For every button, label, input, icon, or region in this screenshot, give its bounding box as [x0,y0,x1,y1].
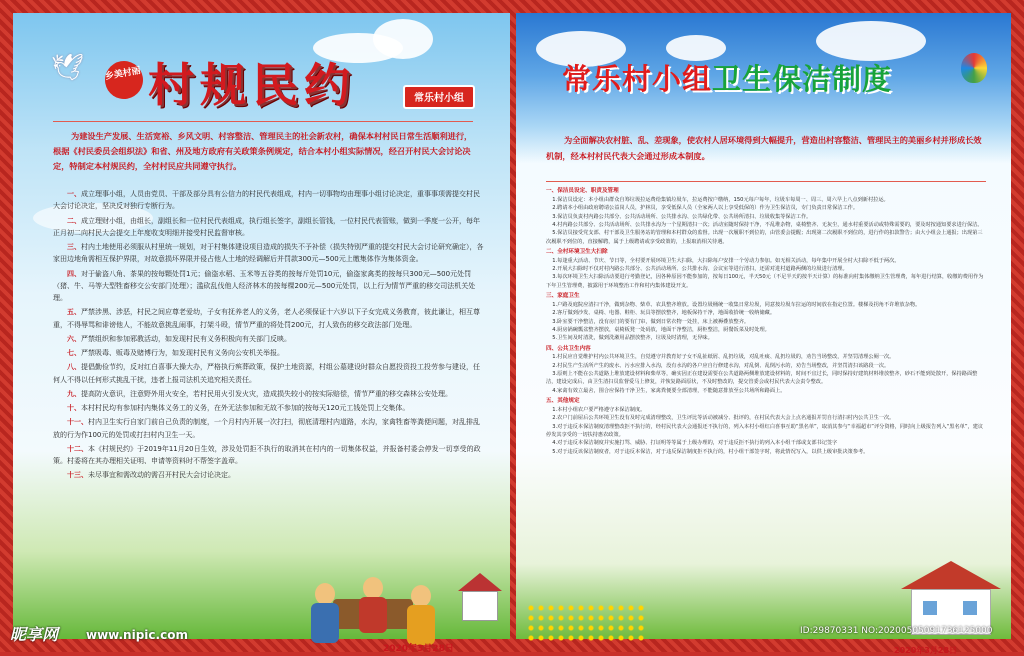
rule-item [53,215,485,240]
rule-number: 五、 [67,308,81,317]
rule-number: 十二、 [67,444,88,453]
hot-air-balloon-icon [961,53,987,83]
section-line: 1.村民应自觉维护村内公共环境卫生，自觉遵守并教育好子女不乱扯纸屑、乱扔垃圾，对乱吐痰、乱扔垃圾的，劝告当场整改，并坚罚清理公厕一次。 [552,354,895,361]
section-line: 4.厨房锅碗瓢盆整齐摆放，桌椅板凳一处码放，地面干净整洁，厨柜整洁，厨餐饭菜及时处理。 [552,326,770,333]
section-line: 2.农户门前屋后公共环境卫生没有及时完成清理整改，卫生评比等活动被减分、批评的，在村民代表大会上点名通报并罚自行清扫村内公共卫生一次。 [552,415,895,422]
rule-item [53,402,485,414]
section-line: 2.聘请本小组由政府聘请公益岗人员，护林员，享受低保人员（全家两人以上享受低保的）作为卫生保洁员，专门负责日常保洁工作。 [552,205,859,212]
rule-number: 六、 [67,334,81,343]
rule-item [53,241,485,266]
rule-item [53,188,485,213]
rule-text: 成立理财小组，由组长，副组长和一位村民代表组成，执行组长签字，副组长管钱，一位村民代表管账，做到一季度一公开，每年正月初二向村民大会提交上年度收支明细并接受村民监督审核。 [53,216,480,237]
rule-item [53,306,485,331]
section-line: 3.对于违反本保洁制度清理整改拒不执行的，经村民代表大会通报还不执行的，列入本村小组红白喜事互助“黑名单”，取消其参与“幸福超市”评分资格，同时向上级报告列入“黑名单”，建议停发其享受的一切扶持惠农政策。 [546,423,984,438]
rule-text: 本村村民均有参加村内集体义务工的义务，在外无法参加和无故不参加的按每天120元工钱处罚上交集体。 [81,404,410,412]
section-heading: 五、其他规定 [546,398,580,404]
rule-item [53,416,485,441]
signing-date: 2020年3月28日 [383,644,454,654]
section-line: 2.客厅做到沙发、桌椅、电器、鞋柜、玩具等摆放整齐，地板保持干净，地面收拾统一收纳储藏。 [552,310,776,317]
section-line: 2.开展大扫除时不仅对村内路公共部分、公共活动场所、公共排水沟、会议室等进行清扫，还需对进村道路两侧的垃圾进行清理。 [552,266,848,273]
rule-item [53,347,485,359]
rule-number: 十三、 [67,471,88,480]
section-heading: 四、公共卫生内容 [546,345,591,352]
rule-item [53,333,485,345]
rule-number: 七、 [67,349,81,357]
sanitation-intro: 为全面解决农村脏、乱、差现象，使农村人居环境得到大幅提升，营造出村容整洁、管理民主的美丽乡村并形成长效机制，经本村村民代表大会通过形成本制度。 [546,135,982,161]
rule-text: 本《村规民约》于2019年11月20日生效，涉及处罚拒不执行的取消其在村内的一切集体权益，并报备村委会停发一切享受的政策。村委将在其办理相关证明、申请等资料时不帮签字盖章。 [53,444,481,465]
watermark-url: www.nipic.com [86,628,188,642]
sanitation-panel [516,13,1011,655]
rule-number: 三、 [67,243,81,251]
rule-number: 九、 [67,389,81,398]
sanitation-section [546,248,986,290]
sanitation-title: 常乐村小组卫生保洁制度 [562,62,893,96]
rule-number: 十、 [67,404,81,412]
section-line: 3.保洁员负责村内路公共部分、公共活动场所、公共排水沟、公共绿化带、公共场所清扫、垃圾收集等保洁工作。 [552,213,812,220]
rule-text: 村内卫生实行自家门前自己负责的制度，一个月村内开展一次打扫，彻底清理村内道路，水沟，家禽牲畜等粪便问题，对乱排乱放的行为作100元的处罚或打扫村内卫生一天。 [53,418,480,439]
section-line: 4.家禽有效立最舍，围合应保持干净卫生，家禽粪便要全部清理，不能随意排放至公共场所和路面上。 [552,387,786,394]
rule-text: 未尽事宜和需改动的需召开村民大会讨论决定。 [88,471,235,480]
rule-text: 对于偷盗八角、茶果的按每顆处罚1元；偷盗水稻、玉米等五谷类的按每斤处罚10元，偷盗家禽类的按每只300元—500元处罚（猪、牛、马等大型牲畜移交公安部门处理）；滥砍乱伐他人经济林木的按每棵200元—500元处罚，以上行为情节严重的移交司法机关处理。 [53,269,476,302]
rule-text: 成立理事小组，人员由党员、干部及部分具有公信力的村民代表组成，村内一切事物均由理事小组讨论决定，重事事项需提交村民大会讨论决定，坚决反对独行专断行为。 [53,190,480,211]
rule-text: 严禁吸毒、贩毒及赌博行为，如发现村民有义务向公安机关举报。 [81,349,284,357]
beautiful-village-badge: 乡美村丽 [102,58,146,102]
rule-text: 严禁涉黑、涉恶，村民之间应尊老爱幼，子女有抚养老人的义务，老人必须保证十六岁以下子女完成义务教育，彼此谦让，相互尊重，不得辱骂和诽谤他人，不能故意挑乱闹事，打架斗殴，情节严重的将处罚200元，打人致伤的移交政法部门处理。 [53,308,480,329]
sanitation-section [546,345,986,396]
rule-item [53,469,485,481]
sanitation-date: 2020年3月28日 [894,646,957,655]
section-line: 3.每次环境卫生大扫除活动要进行考勤登记，因各种原因不能参加的，按每日100元，半天50元（不足半天的按半天计算）的标准向村集体缴纳卫生管理费，每年进行结算，收缴的费用作为下年卫生管理费，披露用于环境整治工作和村内集体建设开支。 [546,274,984,289]
section-line: 1.本村小组农户要严格遵守本保洁制度。 [552,406,646,413]
section-heading: 三、家庭卫生 [546,293,580,299]
rule-item [53,388,485,400]
house-illustration [458,573,503,623]
rule-item [53,361,485,386]
section-line: 1.户路及庭院应清扫干净，做到杂物、柴草、农具整齐堆放。设置垃圾桶统一收集日常垃圾，同意按垃圾车拉运的时间放在指定位置。楼梯及拐角不许堆放杂物。 [552,301,921,308]
rule-text: 提倡勤俭节约，反对红白喜事大操大办，严格执行殡葬政策，保护土地资源，村组公墓建设时群众自愿投资投工投劳参与建设，任何人不得以任何形式挑乱干扰，违者上报司法机关追究相关责任。 [53,363,480,384]
rule-number: 一、 [67,190,81,198]
rule-number: 四、 [67,269,81,278]
section-line: 2.村民生产生活所产生的废水、污水应排入水沟，没有水沟的各户应自行修建水沟，对乱倒、乱倒污水的，劝告当场整改，并坚罚清扫该路段一次。 [552,362,890,369]
rule-number: 八、 [67,363,81,372]
sanitation-section [546,187,986,246]
section-line: 5.保洁员接受党支部、村干部及卫生服务站的管理和本村群众的监督。出现一次履职不到位的，由管委会提醒；出现第二次履职不到位的，进行作的扣款警告；由大小组会上通报；出现第三次履职不到位的，直接解聘，属于上级聘请或享受政策的，上报取消相关待遇。 [546,230,983,245]
village-group-tag: 常乐村小组 [403,85,475,109]
village-rules-intro: 为建设生产发展、生活宽裕、乡风文明、村容整洁、管理民主的社会新农村，确保本村村民日常生活顺利进行，根据《村民委员会组织法》和省、州及地方政府有关政策条例规定，结合本村小组实际情况，经召开村民大会讨论决定，特制定本村规民约，全村村民应共同遵守执行。 [53,131,473,172]
rule-item [53,268,485,305]
sanitation-sections [546,187,986,458]
dove-icon: 🕊 [51,53,85,83]
rule-number: 十一、 [67,418,88,427]
section-line: 1.保洁员设定：本小组由群众自筹垃圾拉运费给集镇垃圾车，拉运费按户缴纳，150元每户每年，垃圾车每周一、周三、周六早上八点到新村拉运。 [552,196,889,203]
section-line: 4.村内路公共部分、公共活动场所、公共排水沟为一个星期清扫一次；活动室随时保持干净，不乱堆杂物，桌椅整齐、无灰尘，通水村重要活动或特殊需要的，要及时按通知要求进行保洁。 [552,221,983,228]
section-line: 1.每逢重大活动、节庆、节日等，全村要开展环境卫生大扫除，大扫除每户安排一个劳动力参加。如无相关活动，每年集中开展全村大扫除不低于两次。 [552,257,900,264]
flowers-illustration [526,603,646,643]
section-heading: 一、保洁员设定、职责及管理 [546,188,619,194]
watermark-brand: 昵享网 [10,625,59,644]
rule-item [53,443,485,468]
rule-text: 提高防火意识，注意野外用火安全，若村民用火引发火灾，造成损失较小的按实际赔偿，情节严重的移交森林公安处理。 [81,389,452,398]
rule-text: 村内土地使用必须服从村里统一规划，对于村集体建设项目造成的损失不予补偿（损失特别严重的提交村民大会讨论研究确定），各家田边地角需相互保护界限，对故意损坏界限并侵占他人土地的经调解后并罚款300元—500元上缴集体作为集体资金。 [53,243,484,264]
rule-text: 严禁组织和参加邪教活动，如发现村民有义务积极向有关部门反映。 [81,334,291,343]
watermark-id: ID:29870331 NO:20200505091736125000 [800,626,993,636]
rule-number: 二、 [67,216,81,225]
sanitation-section [546,292,986,343]
section-heading: 二、全村环境卫生大扫除 [546,248,608,255]
section-line: 3.原则上不能在公共道路上堆放建设材料和柴草等，确实因正在建设需要在公共道路两侧堆放建设材料的，时间不宜过长，同时保持好建筑材料堆放整齐，砂石不能到处散开，保持路面整洁，建设完成后，由卫生清扫员监督爱马上修复，并恢复路面原状，不及时整改的，提交管委会或村民代表大会责令整改。 [546,371,978,386]
village-rules-panel [13,13,510,654]
section-line: 5.卫生间及时清洗，做到洗漱用品摆放整齐，垃圾及时清理，无异味。 [552,335,713,342]
section-line: 5.对于违反该保洁制度者，对于违反本保洁，对于违反保洁制度拒不执行的，村小组干部签字时，将此情况写入，以供上级审批决策参考。 [552,448,869,455]
village-rules-title: 村规民约 [148,58,356,112]
section-line: 3.卧室要干净整洁，没有房门的要有门帘，做到日常衣物一处挂，床上被褥叠放整齐。 [552,318,750,325]
section-line: 4.对于违反本保洁制度并实施打骂、威胁、打证明等等属于上级办理的，对于违反拒不执行的列入本小组干部或支部书记签字 [552,440,838,447]
village-rules-list [53,188,485,484]
sanitation-section [546,397,986,456]
